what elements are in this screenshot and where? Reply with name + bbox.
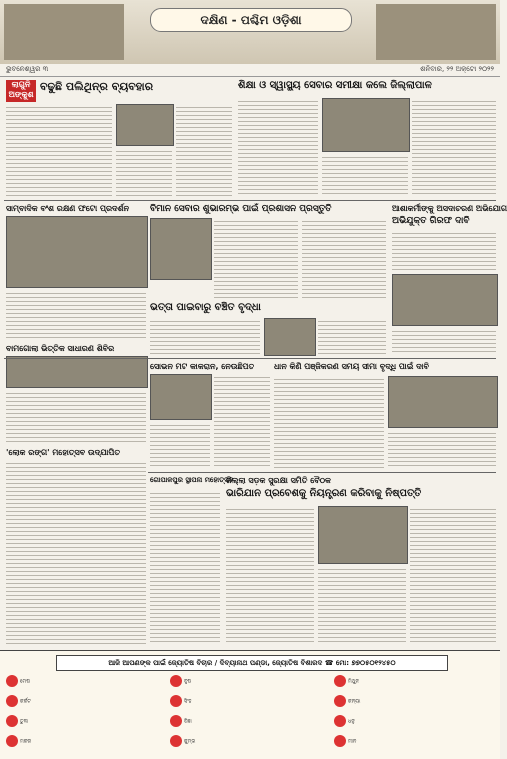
horoscope-banner: ଆଜି ଆପଣଙ୍କ ପାଇଁ ଜ୍ୟୋତିଷ ବିଚାର / ଦିବ୍ୟାନାଥ ପଣ୍ଡା, ଜ୍ୟୋତିଷ ବିଶାରଦ ☎ ମୋ: ୭୭୦୫୦୧୨୪୫୦: [56, 655, 448, 671]
horoscope-sign: ଧନୁ: [334, 715, 494, 731]
photo: [322, 98, 410, 152]
zodiac-icon: [334, 695, 346, 707]
zodiac-icon: [6, 735, 18, 747]
masthead: [0, 0, 500, 64]
story-headline-polythene: ବଢୁଛି ପଲିଥିନ୍‌ର ବ୍ୟବହାର: [40, 80, 154, 93]
photo: [6, 356, 148, 388]
story-headline-old-woman: ଭତ୍ତା ପାଇବାରୁ ବଞ୍ଚିତ ବୃଦ୍ଧା: [150, 302, 261, 313]
masthead-title: ଦକ୍ଷିଣ - ପଶ୍ଚିମ ଓଡ଼ିଶା: [150, 8, 352, 32]
photo: [6, 216, 148, 288]
horoscope-sign: କୁମ୍ଭ: [170, 735, 330, 751]
story-headline-lok-rang: 'ଲୋକ ରଙ୍ଗ' ମହୋତ୍ସବ ଉଦ୍‌ଯାପିତ: [6, 448, 121, 457]
story-headline-airport: ବିମାନ ସେବାର ଶୁଭାରମ୍ଭ ପାଇଁ ପ୍ରଶାସନ ପ୍ରସ୍ତୁତି: [150, 204, 332, 214]
zodiac-icon: [170, 715, 182, 727]
horoscope-sign: ମିଥୁନ: [334, 675, 494, 691]
zodiac-icon: [6, 695, 18, 707]
dateline: [0, 64, 500, 77]
zodiac-icon: [170, 695, 182, 707]
horoscope-sign: ସିଂହ: [170, 695, 330, 711]
masthead-photo-right: [376, 4, 496, 60]
dateline-left: ଭୁବନେଶ୍ୱର ୩: [6, 65, 49, 73]
story-headline-asha-sub: ଅଭିଯୁକ୍ତ ଗିରଫ ଦାବି: [392, 216, 470, 226]
story-tag: ଲାଗୁନି ଅଙ୍କୁଶ: [6, 80, 36, 102]
zodiac-icon: [334, 715, 346, 727]
zodiac-icon: [334, 675, 346, 687]
masthead-photo-left: [4, 4, 124, 60]
photo: [116, 104, 174, 146]
zodiac-icon: [6, 715, 18, 727]
story-headline-photo-exhibition: ସାମ୍ବାଦିକ ବଂଶ ରକ୍ଷଣ ଫଟୋ ପ୍ରଦର୍ଶନ: [6, 204, 129, 213]
horoscope-sign: ମକର: [6, 735, 166, 751]
horoscope-sign: କନ୍ୟା: [334, 695, 494, 711]
photo: [318, 506, 408, 564]
photo: [388, 376, 498, 428]
zodiac-icon: [170, 675, 182, 687]
story-headline-gopalpur: ଗୋପାଳପୁର ସ୍ଥାପନା ମହୋତ୍ସବ: [150, 476, 234, 484]
photo: [392, 274, 498, 326]
story-headline-collector: ଶିକ୍ଷା ଓ ସ୍ୱାସ୍ଥ୍ୟ ସେବାର ସମୀକ୍ଷା କଲେ ଜିଲ୍ଲାପାଳ: [238, 80, 432, 91]
zodiac-icon: [334, 735, 346, 747]
dateline-right: ଶନିବାର, ୨୨ ଅକ୍ଟୋ ୨୦୨୨: [420, 65, 494, 73]
story-headline-heavy-vehicle: ଭାରିଯାନ ପ୍ରବେଶକୁ ନିୟନ୍ତ୍ରଣ କରିବାକୁ ନିଷ୍ପତ୍ତି: [226, 488, 422, 499]
story-headline-sobhan: ସୋଭନ ମଟ କାକରାନ, ନେଉଛିପତ: [150, 362, 255, 371]
horoscope-sign: ବୃଷ: [170, 675, 330, 691]
story-headline-camp: ବାମଗୋଲା ଭିତ୍ତିକ ସାଧାରଣ ଶିବିର: [6, 344, 115, 353]
photo: [150, 218, 212, 280]
zodiac-icon: [6, 675, 18, 687]
story-headline-asha: ଆଶାକର୍ମୀଙ୍କୁ ଅସଦାଚରଣ ଅଭିଯୋଗ: [392, 204, 507, 213]
photo: [264, 318, 316, 356]
horoscope-sign: ମେଷ: [6, 675, 166, 691]
photo: [150, 374, 212, 420]
story-headline-road-safety: ଜିଲ୍ଲା ସଡ଼କ ସୁରକ୍ଷା ସମିତି ବୈଠକ: [226, 476, 331, 485]
horoscope-sign: କର୍କଟ: [6, 695, 166, 711]
story-headline-paddy: ଧାନ କିଣି ପଞ୍ଜିକରଣ ସମୟ ସୀମା ବୃଦ୍ଧି ପାଇଁ ଦାବି: [274, 362, 429, 371]
horoscope-sign: ତୁଳା: [6, 715, 166, 731]
horoscope-sign: ବିଛା: [170, 715, 330, 731]
horoscope-sign: ମୀନ: [334, 735, 494, 751]
horoscope-section: [0, 650, 500, 759]
zodiac-icon: [170, 735, 182, 747]
